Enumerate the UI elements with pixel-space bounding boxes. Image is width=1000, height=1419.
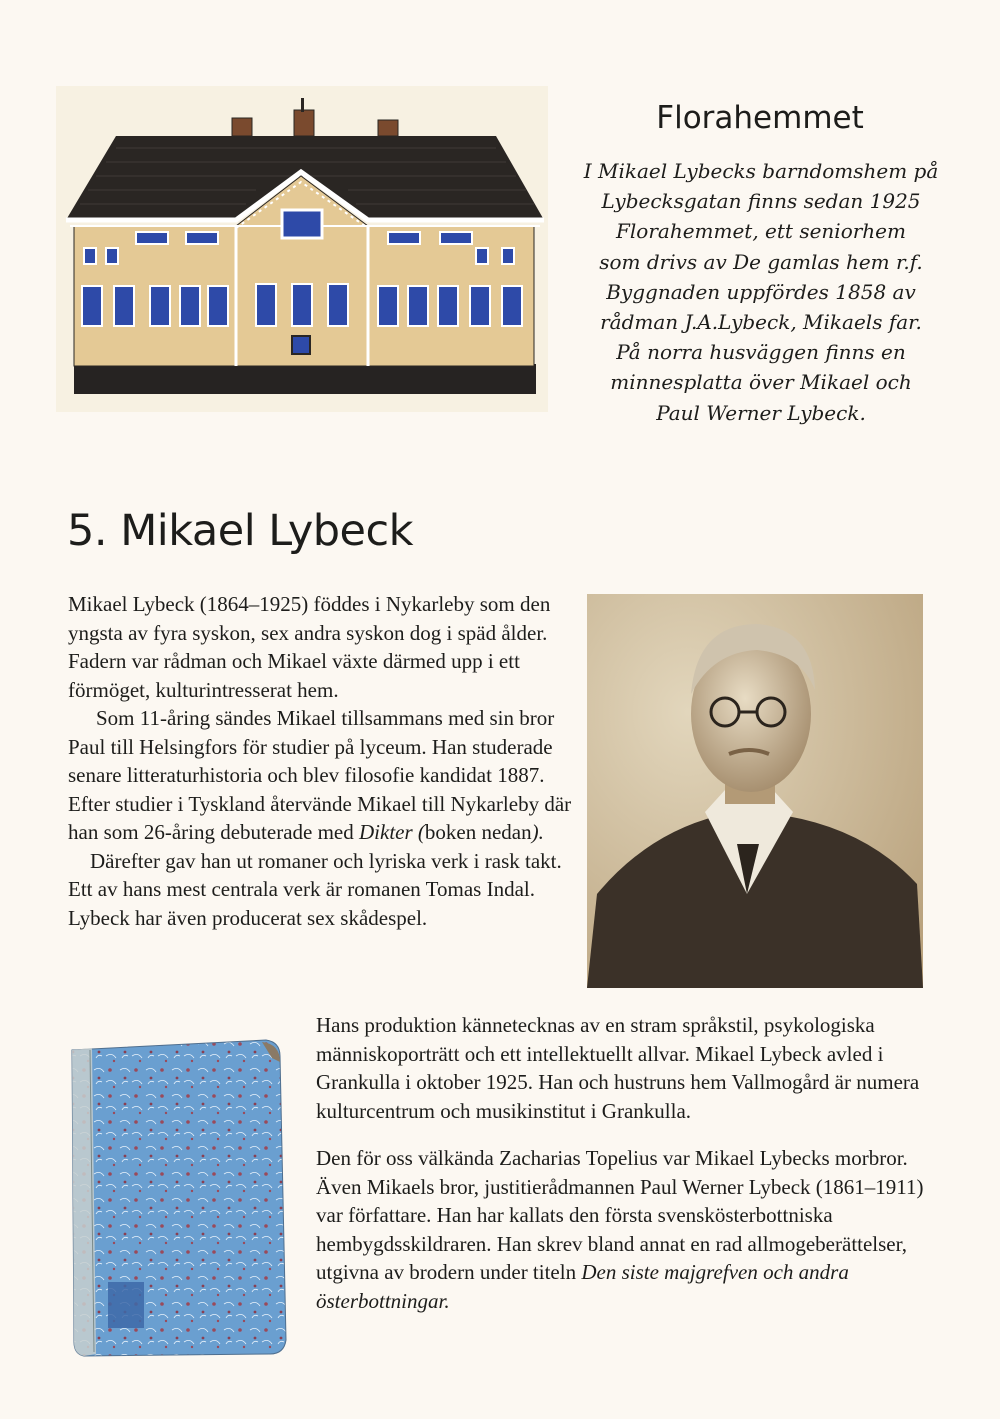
florahemmet-line: rådman J.A.Lybeck, Mikaels far. bbox=[600, 310, 922, 335]
florahemmet-line: I Mikael Lybecks barndomshem på bbox=[583, 159, 939, 183]
florahemmet-title: Florahemmet bbox=[656, 100, 864, 136]
section-heading: 5. Mikael Lybeck bbox=[67, 506, 414, 556]
biography-left-column bbox=[68, 590, 578, 932]
text-run: boken nedan bbox=[424, 820, 532, 844]
italic-title: Den siste majgrefven och andra österbottningar. bbox=[316, 1260, 849, 1313]
florahemmet-line: Byggnaden uppfördes 1858 av bbox=[606, 279, 916, 304]
portrait-photo bbox=[587, 594, 923, 988]
paragraph: Hans produktion kännetecknas av en stram språkstil, psykologiska människoporträtt och ett intellektuellt allvar. Mikael Lybeck avled i Grankulla i oktober 1925. Han och hustruns hem Vallmogård är numera kulturcentrum och musikinstitut i Grankulla. bbox=[316, 1013, 920, 1123]
paragraph bbox=[316, 1144, 936, 1315]
book-image-dikter bbox=[66, 1038, 290, 1358]
italic-title: Dikter ( bbox=[359, 820, 425, 844]
florahemmet-house-drawing bbox=[56, 86, 548, 412]
house-door bbox=[292, 336, 310, 354]
florahemmet-line: minnesplatta över Mikael och bbox=[610, 370, 912, 395]
florahemmet-line: Florahemmet, ett seniorhem bbox=[616, 219, 906, 244]
gable-window bbox=[282, 210, 322, 238]
florahemmet-line: Lybecksgatan finns sedan 1925 bbox=[601, 189, 921, 214]
paragraph: Därefter gav han ut romaner och lyriska verk i rask takt. Ett av hans mest centrala verk är romanen Tomas Indal. Lybeck har även producerat sex skådespel. bbox=[68, 848, 562, 930]
text-run: Den för oss välkända Zacharias Topelius var Mikael Lybecks morbror. Även Mikaels bror, justitierådmannen Paul Werner Lybeck (1861–1911) var författare. Han har kallats den första svenskösterbottniska hembygdsskildraren. Han skrev bland annat en rad allmogeberättelser, utgivna av brodern under titeln bbox=[316, 1146, 924, 1284]
house-illustration bbox=[56, 86, 548, 412]
paragraph: Mikael Lybeck (1864–1925) föddes i Nykarleby som den yngsta av fyra syskon, sex andra syskon dog i späd ålder. Fadern var rådman och Mikael växte därmed upp i ett förmöget, kulturintresserat hem. bbox=[68, 592, 551, 702]
florahemmet-line: som drivs av De gamlas hem r.f. bbox=[599, 249, 923, 274]
text-run: Som 11-åring sändes Mikael tillsammans med sin bror Paul till Helsingfors för studier på lyceum. Han studerade senare litteraturhistoria och blev filosofie kandidat 1887. Efter studier i Tyskland återvände Mikael till Nykarleby där han som 26-åring debuterade med bbox=[68, 706, 572, 844]
italic-run: ). bbox=[531, 820, 544, 844]
florahemmet-line: Paul Werner Lybeck. bbox=[656, 400, 866, 425]
biography-right-column bbox=[316, 1011, 936, 1315]
house-foundation bbox=[74, 364, 536, 394]
paragraph bbox=[68, 704, 578, 847]
dikter-book-cover bbox=[66, 1038, 290, 1358]
florahemmet-description bbox=[578, 156, 944, 428]
florahemmet-line: På norra husväggen finns en bbox=[616, 340, 906, 365]
mikael-lybeck-portrait bbox=[587, 594, 923, 988]
